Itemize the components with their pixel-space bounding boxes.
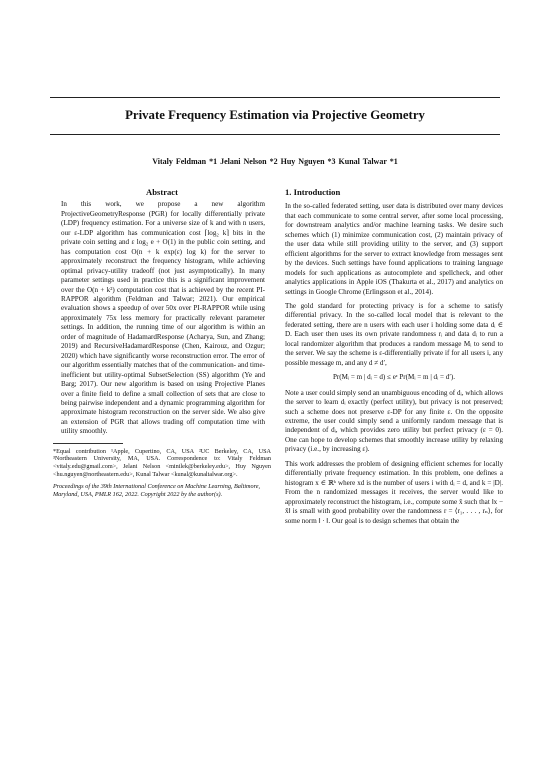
author-footnote: *Equal contribution ¹Apple, Cupertino, CA, USA ²UC Berkeley, CA, USA ³Northeastern University, MA, USA. Correspondence to: Vitaly Feldman <vitaly.edu@gmail.com>, Jelani Nelson <minilek@berkeley.edu>, Huy Nguyen <hu.nguyen@northeastern.edu>, Kunal Talwar <kunal@kunaltalwar.org>. [53, 447, 271, 478]
right-column [285, 188, 503, 531]
introduction-heading: 1. Introduction [285, 187, 341, 197]
intro-paragraph-3: Note a user could simply send an unambiguous encoding of dᵢ, which allows the server to learn dᵢ exactly (perfect utility), but privacy is not preserved; such a scheme does not preserve ε-DP for any finite ε. On the opposite extreme, the user could simply send a uniformly random message that is independent of dᵢ, which provides zero utility but perfect privacy (ε = 0). One can hope to develop schemes that smoothly increase utility by relaxing privacy (i.e., by increasing ε). [285, 388, 503, 454]
paper-title: Private Frequency Estimation via Projective Geometry [125, 108, 425, 122]
intro-paragraph-4: This work addresses the problem of designing efficient schemes for locally differentially private frequency estimation. In this problem, one defines a histogram x ∈ ℝᵏ where xd is the number of users i with dᵢ = d, and k = |D|. From the n randomized messages it receives, the server would like to approximately reconstruct the histogram, i.e., compute some x̃ such that ‖x − x̃‖ is small with good probability over the randomness r = ⟨r₁, . . . , rₙ⟩, for some norm ‖ · ‖. Our goal is to design schemes that obtain the [285, 459, 503, 525]
footnote-rule [53, 443, 123, 444]
author-list: Vitaly Feldman *1 Jelani Nelson *2 Huy Nguyen *3 Kunal Talwar *1 [152, 157, 398, 166]
dp-equation: Pr(Mᵢ = m | dᵢ = d) ≤ eᵋ Pr(Mᵢ = m | dᵢ = d′). [332, 373, 456, 382]
title-rule-bottom [50, 134, 500, 135]
intro-paragraph-1: In the so-called federated setting, user data is distributed over many devices that each communicate to some central server, after some local processing, for downstream analytics and/or machine learning tasks. We desire such schemes which (1) minimize communication cost, (2) maintain privacy of the user data while still providing utility to the server, and (3) support efficient algorithms for the server to extract knowledge from messages sent by the devices. Such settings have found applications to training language models for such applications as autocomplete and spellcheck, and other analytics applications in Apple iOS (Thakurta et al., 2017) and analytics on settings in Google Chrome (Erlingsson et al., 2014). [285, 202, 503, 296]
proceedings-note [53, 483, 271, 498]
abstract-body [61, 200, 265, 436]
title-rule-top [50, 97, 500, 98]
left-column [53, 188, 271, 498]
proceedings-text: Proceedings of the 39th International Conference on Machine Learning, Baltimore, Maryland, USA, PMLR 162, 2022. Copyright 2022 by the author(s). [53, 483, 261, 498]
intro-paragraph-2: The gold standard for protecting privacy is for a scheme to satisfy differential privacy. In the so-called local model that is relevant to the federated setting, there are n users with each user i holding some data dᵢ ∈ D. Each user then uses its own private randomness rᵢ and data dᵢ to run a local randomizer algorithm that produces a random message Mᵢ to send to the server. We say the scheme is ε-differentially private if for all users i, any possible message m, and any d ≠ d′, [285, 301, 503, 367]
abstract-paragraph: In this work, we propose a new algorithm ProjectiveGeometryResponse (PGR) for locally differentially private (LDP) frequency estimation. For a universe size of k and with n users, our ε-LDP algorithm has communication cost ⌈log₂ k⌉ bits in the private coin setting and ε log₂ e + O(1) in the public coin setting, and has computation cost O(n + k exp(ε) log k) for the server to approximately reconstruct the frequency histogram, while achieving optimal privacy-utility tradeoff (not just asymptotically). In many parameter settings used in practice this is a significant improvement over the O(n + k²) computation cost that is achieved by the recent PI-RAPPOR algorithm (Feldman and Talwar; 2021). Our empirical evaluation shows a speedup of over 50x over PI-RAPPOR while using approximately 75x less memory for practically relevant parameter settings. In addition, the running time of our algorithm is within an order of magnitude of HadamardResponse (Acharya, Sun, and Zhang; 2019) and RecursiveHadamardResponse (Chen, Kairouz, and Ozgur; 2020) which have significantly worse reconstruction error. The error of our algorithm essentially matches that of the communication- and time-inefficient but utility-optimal SubsetSelection (SS) algorithm (Ye and Barg; 2017). Our new algorithm is based on using Projective Planes over a finite field to define a small collection of sets that are close to being pairwise independent and a dynamic programming algorithm for approximate histogram reconstruction on the server side. We also give an extension of PGR that allows trading off computation time with utility smoothly. [61, 200, 265, 436]
abstract-heading: Abstract [146, 187, 178, 197]
